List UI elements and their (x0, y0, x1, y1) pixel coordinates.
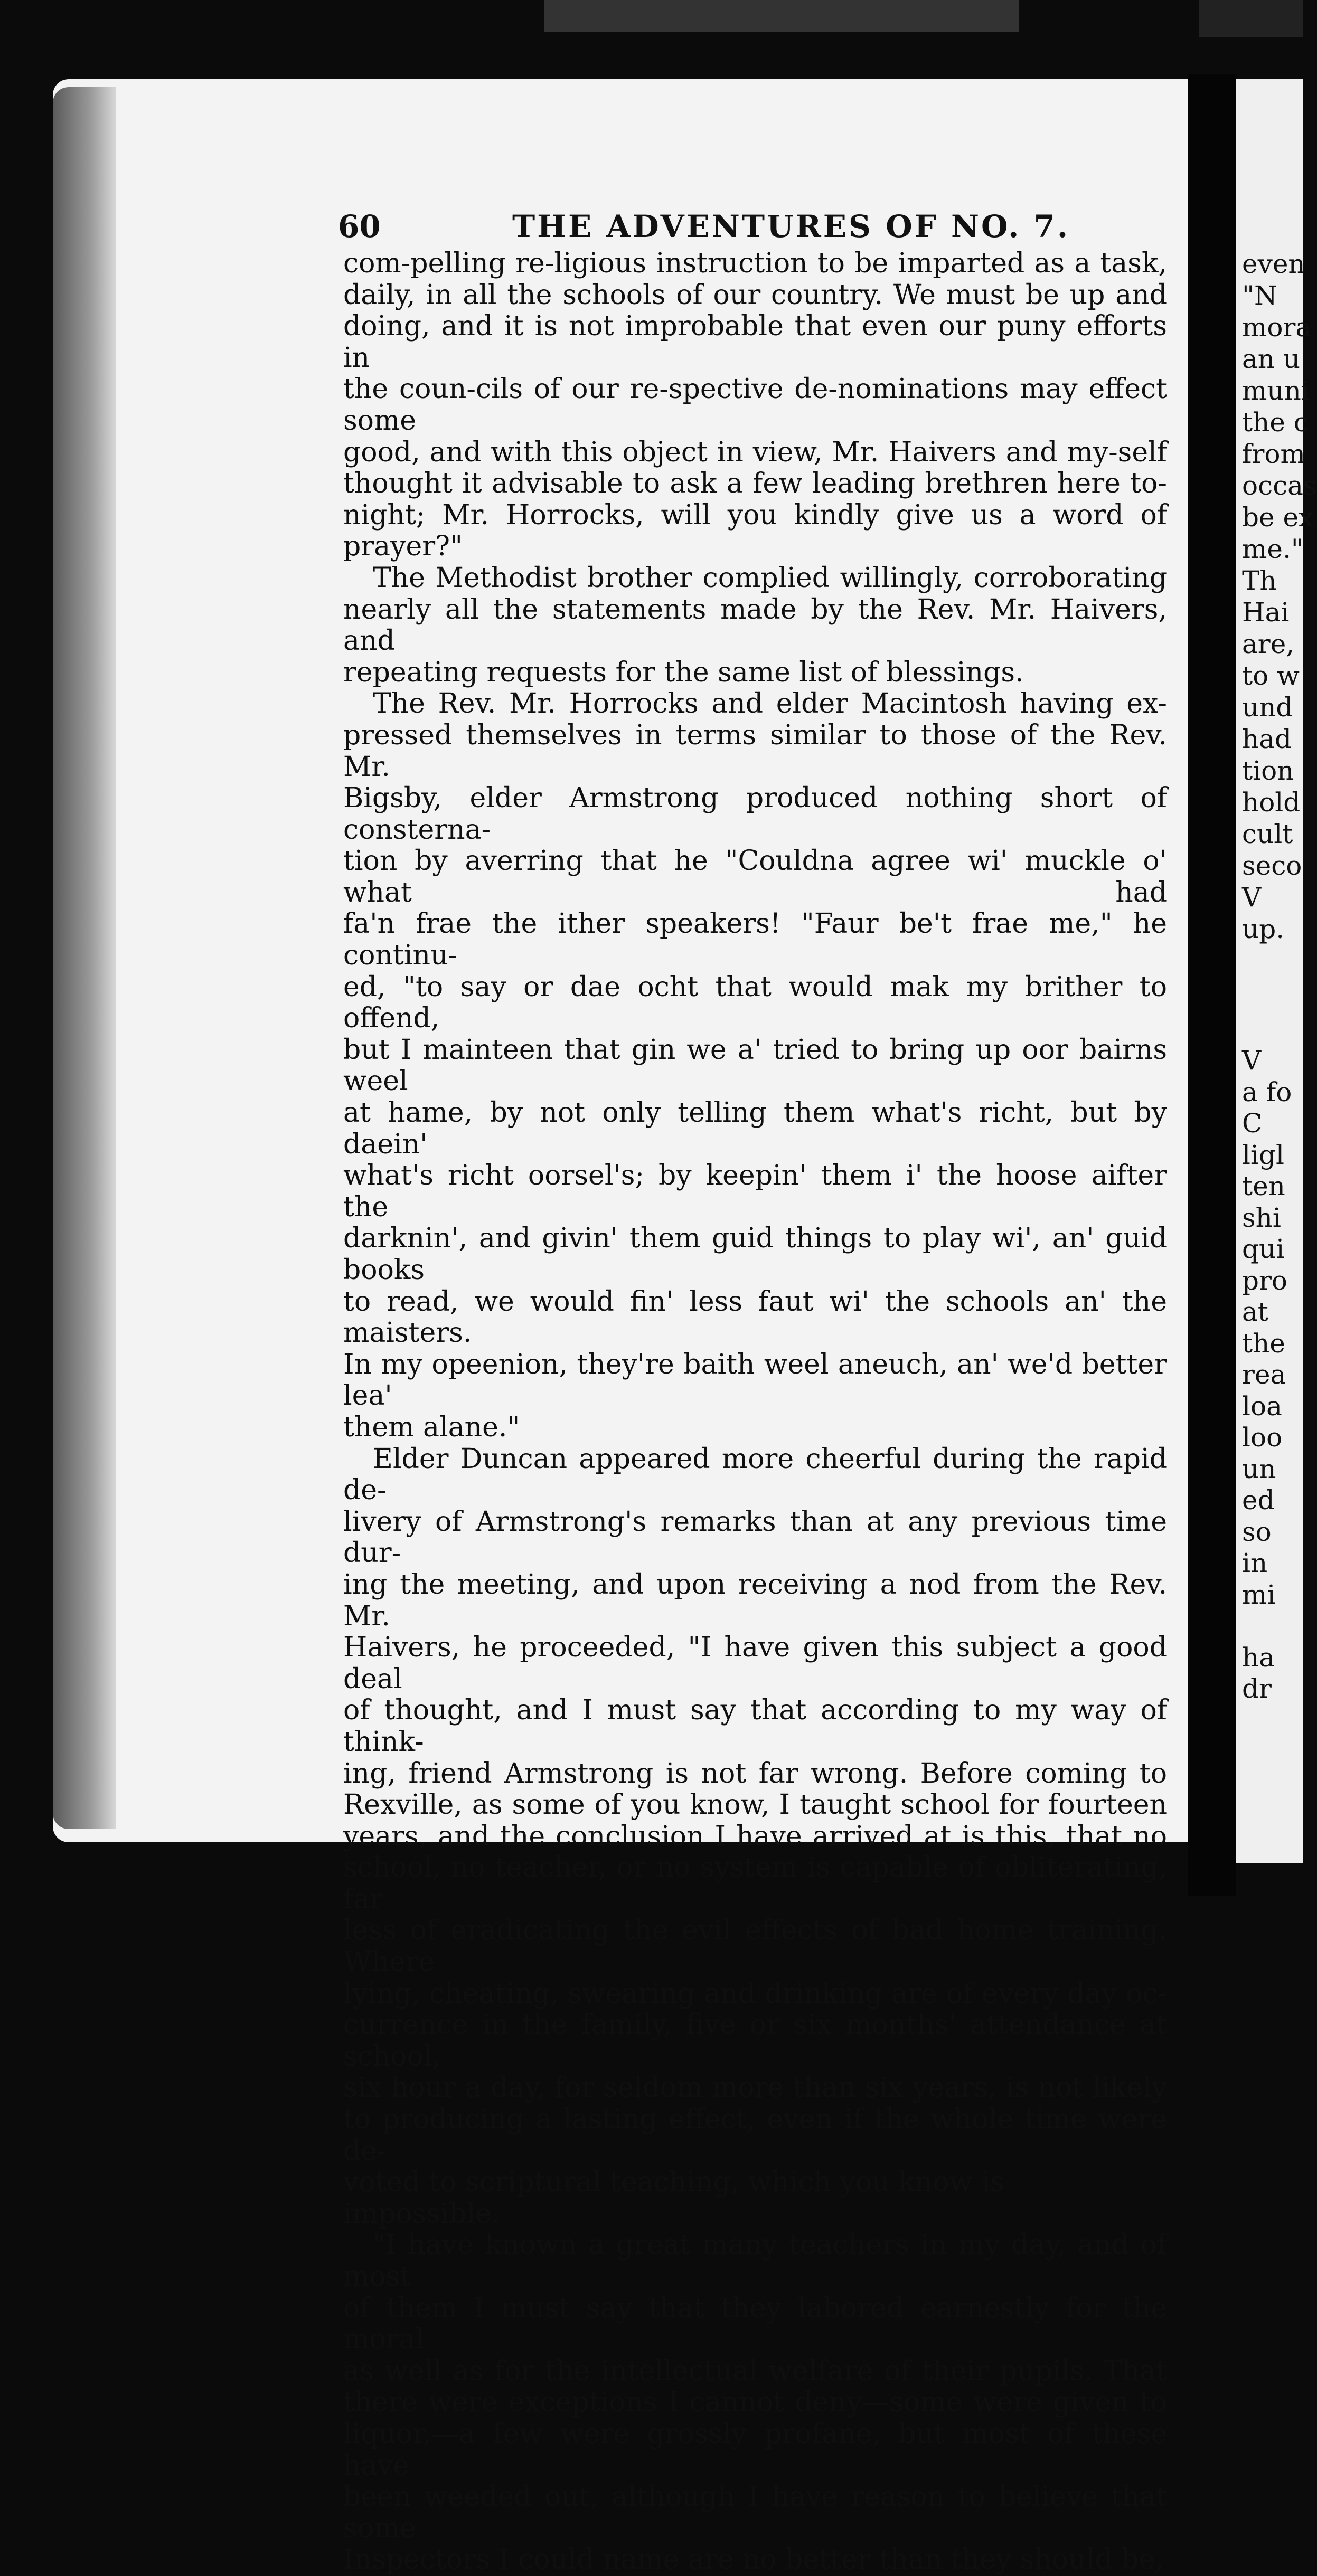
text-line: liquor,—a few were grossly profane, but most of these have (343, 2418, 1167, 2482)
text-line: what's richt oorsel's; by keepin' them i' the hoose aifter the (343, 1160, 1167, 1223)
facing-page-line: muni (1242, 375, 1310, 406)
facing-page-line: me." (1242, 534, 1303, 564)
text-line: thought it advisable to ask a few leading brethren here to- (343, 468, 1167, 500)
facing-page-line: rea (1242, 1359, 1286, 1390)
facing-page-line: the c (1242, 407, 1309, 438)
text-line: In my opeenion, they're baith weel aneuch, an' we'd better lea' (343, 1348, 1167, 1412)
text-line: daily, in all the schools of our country. We must be up and (343, 279, 1167, 311)
text-line: night; Mr. Horrocks, will you kindly give us a word of (343, 499, 1167, 531)
facing-page-line: seco (1242, 850, 1302, 881)
text-line: lying, cheating, swearing and drinking are of every day oc- (343, 1977, 1167, 2010)
facing-page-line: un (1242, 1453, 1276, 1484)
text-line: but I mainteen that gin we a' tried to bring up oor bairns weel (343, 1034, 1167, 1097)
facing-page-line: loa (1242, 1390, 1282, 1422)
scan-border-top-right (1199, 0, 1303, 37)
text-line: of them I must say that they labored earnestly for the moral (343, 2292, 1167, 2356)
text-line: "I have known a great many teachers in my day, and of most (343, 2229, 1167, 2293)
facing-page-line: ha (1242, 1642, 1275, 1673)
text-line: darknin', and givin' them guid things to play wi', an' guid books (343, 1223, 1167, 1286)
facing-page-line: in (1242, 1548, 1268, 1578)
page-edge-shadow (53, 87, 116, 1829)
text-line: tion by averring that he "Couldna agree wi' muckle o' what had (343, 845, 1167, 908)
scan-border-top (544, 0, 1019, 32)
facing-page-line: "N (1242, 280, 1277, 311)
facing-page-line: und (1242, 692, 1293, 723)
facing-page-line: C (1242, 1108, 1263, 1139)
text-line: Bigsby, elder Armstrong produced nothing short of consterna- (343, 782, 1167, 846)
facing-page-line (1242, 1611, 1292, 1642)
text-line: school, no teacher, or no system is capable of obliterating, far (343, 1852, 1167, 1915)
facing-page-line: an u (1242, 344, 1301, 374)
text-line: The Methodist brother complied willingly, corroborating (373, 562, 1167, 594)
page-header (338, 209, 1162, 251)
facing-page-line: mora (1242, 312, 1312, 343)
text-line: livery of Armstrong's remarks than at any previous time dur- (343, 1505, 1167, 1569)
facing-page-line: even (1242, 249, 1305, 279)
facing-page-line: pro (1242, 1265, 1288, 1296)
text-line: of thought, and I must say that according to my way of think- (343, 1694, 1167, 1758)
text-line: Elder Duncan appeared more cheerful during the rapid de- (343, 1443, 1167, 1507)
facing-page-line: had (1242, 724, 1292, 754)
running-title: THE ADVENTURES OF NO. 7. (512, 209, 1070, 244)
text-line: them alane." (343, 1411, 520, 1443)
facing-page-line: tion (1242, 755, 1294, 786)
body-text (343, 248, 1167, 2576)
text-line: doing, and it is not improbable that even our puny efforts in (343, 310, 1167, 374)
text-line: repeating requests for the same list of blessings. (343, 656, 1024, 688)
text-line: fa'n frae the ither speakers! "Faur be't frae me," he continu- (343, 908, 1167, 972)
facing-page-line: cult (1242, 819, 1293, 849)
facing-page-line: occas (1242, 470, 1317, 501)
facing-page-line: V (1242, 1045, 1262, 1076)
facing-page-line: Hai (1242, 597, 1290, 628)
text-line: pressed themselves in terms similar to those of the Rev. Mr. (343, 719, 1167, 783)
facing-page-line: so (1242, 1516, 1272, 1547)
text-line: to read, we would fin' less faut wi' the schools an' the maisters. (343, 1285, 1167, 1349)
text-line: Rexville, as some of you know, I taught school for fourteen (343, 1789, 1167, 1821)
text-line: been weeded out, although I have reason to believe that some (343, 2481, 1167, 2544)
facing-page-line: hold (1242, 787, 1301, 818)
text-line: good, and with this object in view, Mr. Haivers and my-self (343, 436, 1167, 468)
facing-page-line: dr (1242, 1673, 1272, 1704)
facing-page-line: a fo (1242, 1076, 1292, 1107)
text-line: currence in the family, five or six months' attendance at school, (343, 2009, 1167, 2072)
book-gutter (1188, 74, 1236, 1896)
facing-page-line: Th (1242, 565, 1277, 596)
text-line: ed, "to say or dae ocht that would mak my brither to offend, (343, 971, 1167, 1035)
text-line: The Rev. Mr. Horrocks and elder Macintosh having ex- (373, 688, 1167, 720)
text-line: voted to scriptural teaching, which you know is impossible. (343, 2166, 1004, 2230)
facing-page-text-top (1242, 248, 1317, 945)
facing-page-text-bottom (1242, 1045, 1292, 1705)
text-line: at hame, by not only telling them what's richt, but by daein' (343, 1097, 1167, 1160)
page-number: 60 (338, 209, 381, 244)
text-line: Haivers, he proceeded, "I have given this subject a good deal (343, 1632, 1167, 1695)
text-line: the coun-cils of our re-spective de-nominations may effect some (343, 373, 1167, 437)
facing-page-line: V (1242, 882, 1262, 913)
text-line: com-pelling re-ligious instruction to be imparted as a task, (343, 248, 1167, 279)
text-line: to producing a lasting effect, even if the whole time were de- (343, 2104, 1167, 2167)
text-line: ing the meeting, and upon receiving a nod from the Rev. Mr. (343, 1568, 1167, 1632)
facing-page-line: loo (1242, 1422, 1283, 1453)
text-line: nearly all the statements made by the Rev. Mr. Haivers, and (343, 593, 1167, 657)
text-line: six hour a day, for seldom more than six years, is not likely (343, 2072, 1167, 2104)
facing-page-line: ligl (1242, 1139, 1284, 1170)
facing-page-line: ed (1242, 1485, 1275, 1516)
facing-page-line: shi (1242, 1202, 1281, 1233)
facing-page-line: from (1242, 439, 1305, 469)
facing-page-line: qui (1242, 1234, 1285, 1264)
facing-page-line: ten (1242, 1171, 1285, 1201)
text-line: years, and the conclusion I have arrived at is this, that no (343, 1820, 1167, 1852)
text-line: less of eradicating the evil effects of bad home training. Where (343, 1915, 1167, 1978)
facing-page-line: mi (1242, 1579, 1276, 1610)
text-line: Inspectors I could name are no better than they should be, (343, 2544, 1164, 2576)
facing-page-line: up. (1242, 914, 1285, 944)
facing-page-line: be ex (1242, 502, 1314, 533)
text-line: there were exceptions I cannot deny—some were given to (343, 2386, 1167, 2419)
text-line: prayer?" (343, 531, 463, 563)
text-line: as well as for the intellectual welfare of their pupils. That (343, 2355, 1167, 2387)
facing-page-line: the (1242, 1328, 1285, 1359)
facing-page-line: are, (1242, 629, 1295, 659)
text-line: ing, friend Armstrong is not far wrong. Before coming to (343, 1757, 1167, 1789)
facing-page-line: to w (1242, 660, 1300, 691)
facing-page-line: at (1242, 1296, 1268, 1327)
